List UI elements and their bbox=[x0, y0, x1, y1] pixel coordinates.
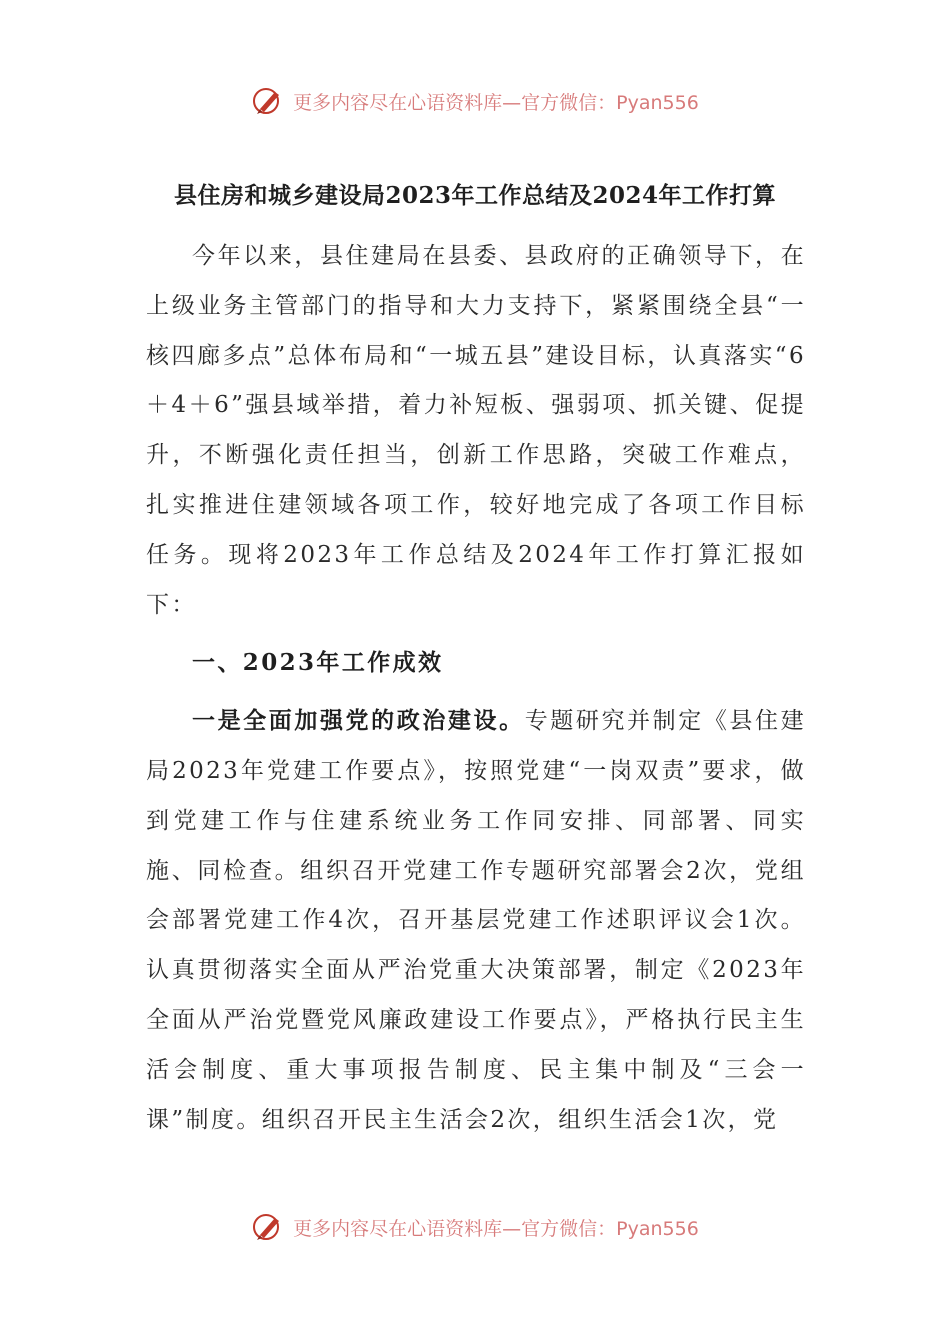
item-body: 专题研究并制定《县住建局2023年党建工作要点》，按照党建“一岗双责”要求，做到党建工作与住建系统业务工作同安排、同部署、同实施、同检查。组织召开党建工作专题研究部署会2次，党组会部署党建工作4次，召开基层党建工作述职评议会1次。认真贯彻落实全面从严治党重大决策部署，制定《2023年全面从严治党暨党风廉政建设工作要点》，严格执行民主生活会制度、重大事项报告制度、民主集中制及“三会一课”制度。组织召开民主生活会2次，组织生活会1次，党 bbox=[146, 708, 806, 1133]
watermark-footer bbox=[0, 1210, 950, 1244]
document-title: 县住房和城乡建设局2023年工作总结及2024年工作打算 bbox=[173, 182, 777, 209]
document-body bbox=[146, 232, 806, 1145]
item-paragraph bbox=[146, 696, 806, 1145]
section-heading: 一、2023年工作成效 bbox=[192, 649, 444, 677]
pen-nib-circle-icon bbox=[251, 1210, 285, 1244]
intro-paragraph: 今年以来，县住建局在县委、县政府的正确领导下，在上级业务主管部门的指导和大力支持下，紧紧围绕全县“一核四廊多点”总体布局和“一城五县”建设目标，认真落实“6＋4＋6”强县域举措，着力补短板、强弱项、抓关键、促提升，不断强化责任担当，创新工作思路，突破工作难点，扎实推进住建领域各项工作，较好地完成了各项工作目标任务。现将2023年工作总结及2024年工作打算汇报如下： bbox=[146, 243, 806, 618]
watermark-text: 更多内容尽在心语资料库—官方微信：Pyan556 bbox=[293, 1217, 699, 1240]
item-lead: 一是全面加强党的政治建设。 bbox=[192, 707, 525, 735]
watermark-text: 更多内容尽在心语资料库—官方微信：Pyan556 bbox=[293, 91, 699, 114]
pen-nib-circle-icon bbox=[251, 84, 285, 118]
watermark-header bbox=[0, 84, 950, 118]
